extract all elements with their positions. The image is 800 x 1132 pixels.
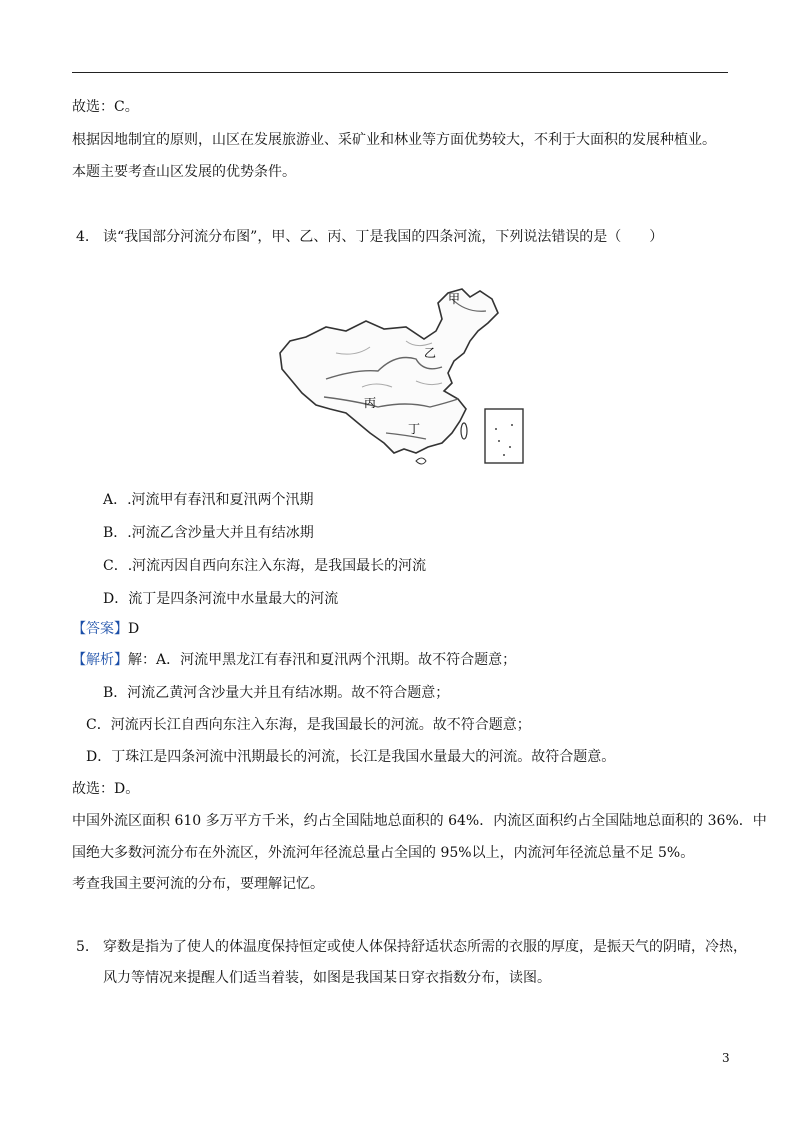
analysis-a: 解：A．河流甲黑龙江有春汛和夏汛两个汛期。故不符合题意； [128,652,517,668]
paragraph-line-2: 国绝大多数河流分布在外流区，外流河年径流总量占全国的 95%以上，内流河年径流总量不足 5%。 [72,845,695,861]
analysis-c: C．河流丙长江自西向东注入东海，是我国最长的河流。故不符合题意； [86,717,531,733]
option-d: D．流丁是四条河流中水量最大的河流 [103,591,339,607]
question-5-line-1: 穿数是指为了使人的体温度保持恒定或使人体保持舒适状态所需的衣服的厚度，是振天气的阴晴，冷热， [103,939,747,955]
map-label-jia: 甲 [448,292,461,306]
map-label-ding: 丁 [408,422,421,436]
summary-line: 本题主要考查山区发展的优势条件。 [72,164,296,180]
choose-c-line: 故选：C。 [72,99,139,115]
analysis-tag: 【解析】 [72,652,128,668]
page-number: 3 [722,1051,730,1065]
paragraph-line-3: 考查我国主要河流的分布，要理解记忆。 [72,876,324,892]
choose-d-line: 故选：D。 [72,781,140,797]
taiwan-island [461,423,467,439]
answer-value: D [128,621,140,637]
map-label-yi: 乙 [424,346,437,360]
answer-line [72,622,139,636]
question-4-text: 读“我国部分河流分布图”，甲、乙、丙、丁是我国的四条河流，下列说法错误的是（ ） [103,229,664,245]
analysis-line [72,653,516,667]
paragraph-line-1: 中国外流区面积 610 多万平方千米，约占全国陆地总面积的 64%．内流区面积约占全国陆地总面积的 36%．中 [72,813,767,829]
analysis-b: B．河流乙黄河含沙量大并且有结冰期。故不符合题意； [103,685,450,701]
explanation-line: 根据因地制宜的原则，山区在发展旅游业、采矿业和林业等方面优势较大，不利于大面积的发展种植业。 [72,132,716,148]
question-5-number: 5. [76,939,90,955]
option-a: A．.河流甲有春汛和夏汛两个汛期 [103,492,314,508]
option-c: C．.河流丙因自西向东注入东海，是我国最长的河流 [103,558,427,574]
analysis-d: D．丁珠江是四条河流中汛期最长的河流，长江是我国水量最大的河流。故符合题意。 [86,749,616,765]
question-4-number: 4. [76,229,90,245]
answer-tag: 【答案】 [72,621,128,637]
map-label-bing: 丙 [364,396,377,410]
header-rule [72,72,728,73]
china-outline [280,289,498,453]
china-river-map [266,283,534,473]
option-b: B．.河流乙含沙量大并且有结冰期 [103,525,314,541]
hainan-island [416,458,426,464]
question-5-line-2: 风力等情况来提醒人们适当着装，如图是我国某日穿衣指数分布，读图。 [103,970,551,986]
